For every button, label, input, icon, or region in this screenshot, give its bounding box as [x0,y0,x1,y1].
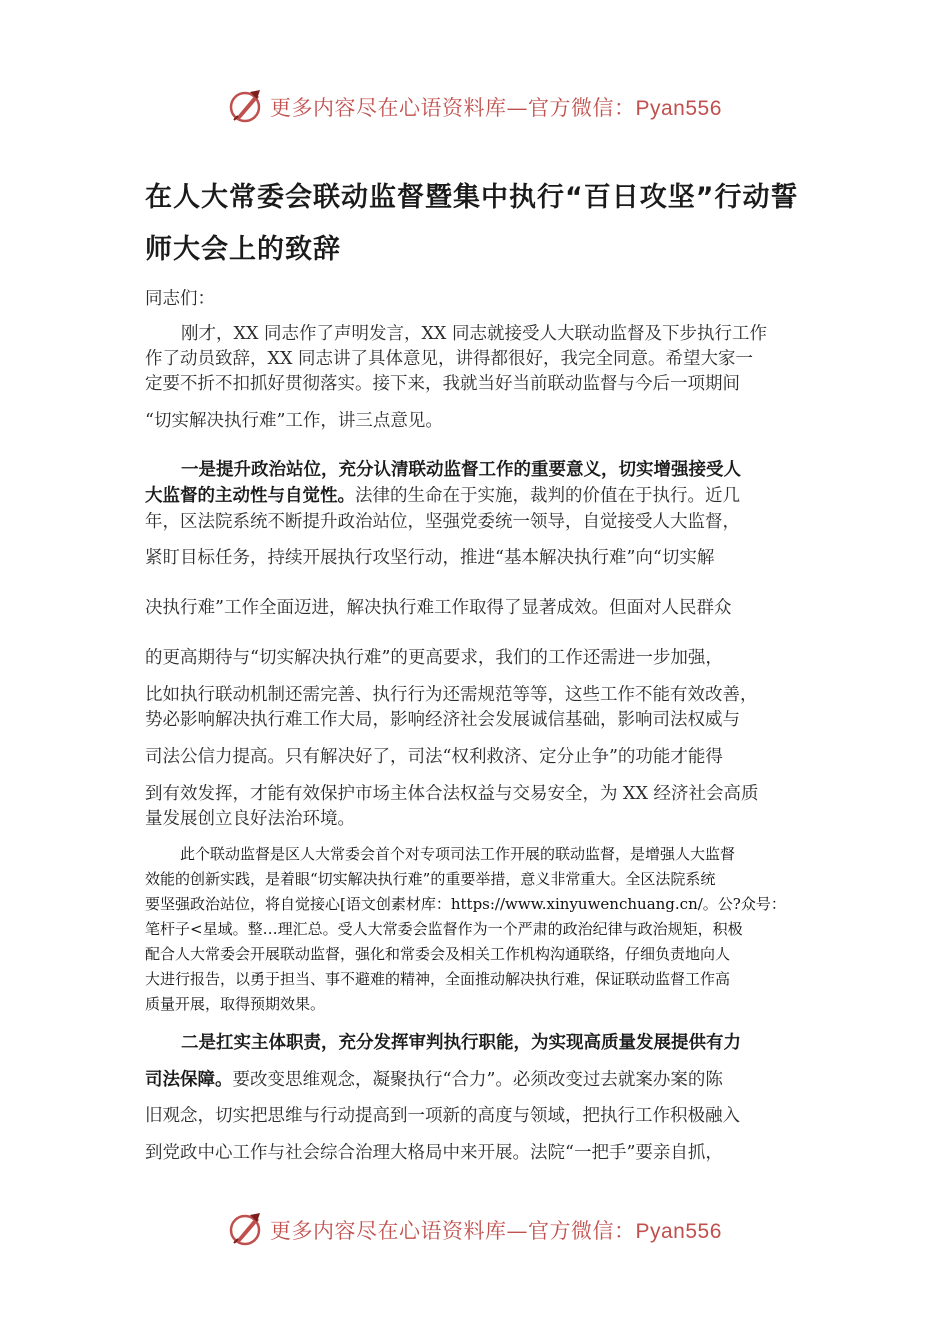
para1-line3: 定要不折不扣抓好贯彻落实。接下来，我就当好当前联动监督与今后一项期间 [145,374,740,394]
section1-line6: 的更高期待与“切实解决执行难”的更高要求，我们的工作还需进一步加强， [145,648,723,668]
footer-banner [0,1209,950,1249]
section1-heading-end: 大监督的主动性与自觉性。 [145,486,355,506]
banner-text: 更多内容尽在心语资料库—官方微信：Pyan556 [270,96,722,120]
section1-line9: 司法公信力提高。只有解决好了，司法“权利救济、定分止争”的功能才能得 [145,747,723,767]
para1-line2: 作了动员致辞，XX 同志讲了具体意见，讲得都很好，我完全同意。希望大家一 [145,349,753,369]
section1-line11: 量发展创立良好法治环境。 [145,809,355,829]
para2-line3: 要坚强政治站位，将自觉接心[语文创素材库：https://www.xinyuwenchuang.cn/。公?众号： [145,895,786,913]
section2-heading-end: 司法保障。 [145,1070,233,1090]
section1-line10: 到有效发挥，才能有效保护市场主体合法权益与交易安全，为 XX 经济社会高质 [145,784,759,804]
header-banner [0,86,950,126]
wechat-id: Pyan556 [635,97,722,120]
quill-logo-icon [226,86,266,126]
section1-heading: 一是提升政治站位，充分认清联动监督工作的重要意义，切实增强接受人 [181,460,741,480]
section2-line3: 旧观念，切实把思维与行动提高到一项新的高度与领域，把执行工作积极融入 [145,1106,740,1126]
section1-line2 [145,482,740,507]
banner-text: 更多内容尽在心语资料库—官方微信：Pyan556 [270,1219,722,1243]
section1-line3: 年，区法院系统不断提升政治站位，坚强党委统一领导，自觉接受人大监督， [145,512,740,532]
section1-line8: 势必影响解决执行难工作大局，影响经济社会发展诚信基础，影响司法权威与 [145,710,740,730]
para1-line1: 刚才，XX 同志作了声明发言，XX 同志就接受人大联动监督及下步执行工作 [181,324,767,344]
section1-line4: 紧盯目标任务，持续开展执行攻坚行动，推进“基本解决执行难”向“切实解 [145,548,715,568]
section2-line4: 到党政中心工作与社会综合治理大格局中来开展。法院“一把手”要亲自抓， [145,1143,723,1163]
para2-line4: 笔杆子<星域。整…理汇总。受人大常委会监督作为一个严肃的政治纪律与政治规矩，积极 [145,920,743,938]
section2-text: 要改变思维观念，凝聚执行“合力”。必须改变过去就案办案的陈 [232,1070,723,1090]
section1-line5: 决执行难”工作全面迈进，解决执行难工作取得了显著成效。但面对人民群众 [145,598,732,618]
para2-line1: 此个联动监督是区人大常委会首个对专项司法工作开展的联动监督，是增强人大监督 [180,845,736,863]
para2-line5: 配合人大常委会开展联动监督，强化和常委会及相关工作机构沟通联络，仔细负责地向人 [145,945,731,963]
para2-line7: 质量开展，取得预期效果。 [145,995,326,1013]
section1-line7: 比如执行联动机制还需完善、执行行为还需规范等等，这些工作不能有效改善， [145,685,758,705]
section2-line2 [145,1066,723,1091]
para2-line2: 效能的创新实践，是着眼“切实解决执行难”的重要举措，意义非常重大。全区法院系统 [145,870,716,888]
quill-logo-icon [226,1209,266,1249]
section2-heading: 二是扛实主体职责，充分发挥审判执行职能，为实现高质量发展提供有力 [181,1033,741,1053]
para2-line6: 大进行报告，以勇于担当、事不避难的精神，全面推动解决执行难，保证联动监督工作高 [145,970,731,988]
para1-line4: “切实解决执行难”工作，讲三点意见。 [145,411,443,431]
greeting: 同志们： [145,289,215,309]
wechat-id: Pyan556 [635,1220,722,1243]
document-title: 在人大常委会联动监督暨集中执行“百日攻坚”行动誓师大会上的致辞 [145,182,799,265]
section1-text: 法律的生命在于实施，裁判的价值在于执行。近几 [355,486,740,506]
